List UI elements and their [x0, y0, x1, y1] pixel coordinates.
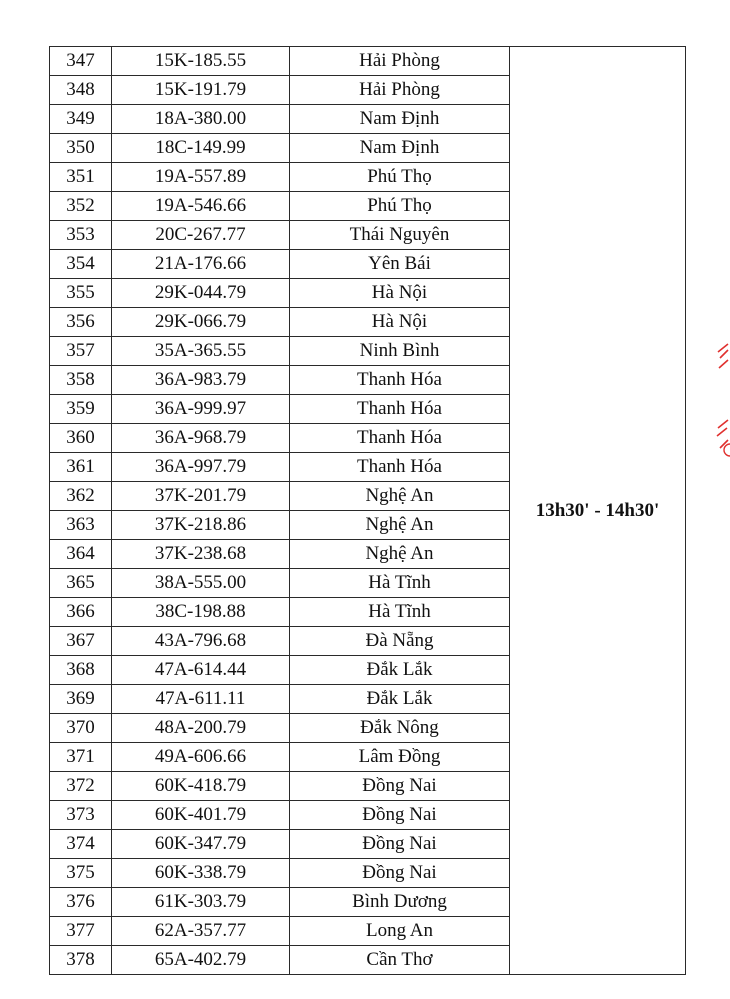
province-cell: Đồng Nai	[290, 859, 510, 888]
plate-number-cell: 20C-267.77	[112, 221, 290, 250]
plate-auction-table	[49, 46, 686, 975]
row-number-cell: 376	[50, 888, 112, 917]
province-cell: Lâm Đồng	[290, 743, 510, 772]
plate-number-cell: 29K-066.79	[112, 308, 290, 337]
province-cell: Hải Phòng	[290, 47, 510, 76]
province-cell: Đắk Lắk	[290, 656, 510, 685]
row-number-cell: 351	[50, 163, 112, 192]
plate-number-cell: 62A-357.77	[112, 917, 290, 946]
row-number-cell: 349	[50, 105, 112, 134]
province-cell: Nam Định	[290, 134, 510, 163]
plate-number-cell: 43A-796.68	[112, 627, 290, 656]
row-number-cell: 365	[50, 569, 112, 598]
row-number-cell: 355	[50, 279, 112, 308]
province-cell: Hà Nội	[290, 279, 510, 308]
plate-number-cell: 37K-238.68	[112, 540, 290, 569]
plate-number-cell: 60K-418.79	[112, 772, 290, 801]
row-number-cell: 359	[50, 395, 112, 424]
row-number-cell: 369	[50, 685, 112, 714]
row-number-cell: 367	[50, 627, 112, 656]
plate-number-cell: 65A-402.79	[112, 946, 290, 975]
plate-number-cell: 19A-546.66	[112, 192, 290, 221]
row-number-cell: 363	[50, 511, 112, 540]
row-number-cell: 360	[50, 424, 112, 453]
plate-number-cell: 15K-185.55	[112, 47, 290, 76]
row-number-cell: 373	[50, 801, 112, 830]
plate-number-cell: 36A-983.79	[112, 366, 290, 395]
plate-number-cell: 21A-176.66	[112, 250, 290, 279]
province-cell: Yên Bái	[290, 250, 510, 279]
province-cell: Hà Tĩnh	[290, 598, 510, 627]
table-row	[50, 47, 686, 76]
plate-number-cell: 60K-401.79	[112, 801, 290, 830]
row-number-cell: 348	[50, 76, 112, 105]
province-cell: Ninh Bình	[290, 337, 510, 366]
province-cell: Nam Định	[290, 105, 510, 134]
plate-number-cell: 37K-201.79	[112, 482, 290, 511]
row-number-cell: 371	[50, 743, 112, 772]
province-cell: Đồng Nai	[290, 830, 510, 859]
row-number-cell: 361	[50, 453, 112, 482]
province-cell: Hà Nội	[290, 308, 510, 337]
province-cell: Thanh Hóa	[290, 366, 510, 395]
plate-number-cell: 38A-555.00	[112, 569, 290, 598]
province-cell: Hà Tĩnh	[290, 569, 510, 598]
plate-number-cell: 19A-557.89	[112, 163, 290, 192]
row-number-cell: 364	[50, 540, 112, 569]
plate-number-cell: 60K-338.79	[112, 859, 290, 888]
row-number-cell: 362	[50, 482, 112, 511]
row-number-cell: 356	[50, 308, 112, 337]
row-number-cell: 352	[50, 192, 112, 221]
row-number-cell: 368	[50, 656, 112, 685]
province-cell: Bình Dương	[290, 888, 510, 917]
province-cell: Phú Thọ	[290, 192, 510, 221]
province-cell: Cần Thơ	[290, 946, 510, 975]
province-cell: Thanh Hóa	[290, 453, 510, 482]
province-cell: Đắk Nông	[290, 714, 510, 743]
province-cell: Đắk Lắk	[290, 685, 510, 714]
plate-number-cell: 15K-191.79	[112, 76, 290, 105]
row-number-cell: 372	[50, 772, 112, 801]
plate-number-cell: 36A-968.79	[112, 424, 290, 453]
plate-number-cell: 18C-149.99	[112, 134, 290, 163]
time-slot-cell: 13h30' - 14h30'	[510, 47, 686, 975]
plate-number-cell: 29K-044.79	[112, 279, 290, 308]
row-number-cell: 375	[50, 859, 112, 888]
plate-number-cell: 48A-200.79	[112, 714, 290, 743]
province-cell: Thanh Hóa	[290, 395, 510, 424]
row-number-cell: 350	[50, 134, 112, 163]
province-cell: Hải Phòng	[290, 76, 510, 105]
row-number-cell: 374	[50, 830, 112, 859]
table-body	[50, 47, 686, 975]
row-number-cell: 347	[50, 47, 112, 76]
plate-number-cell: 61K-303.79	[112, 888, 290, 917]
stamp-marks	[714, 330, 730, 460]
plate-number-cell: 47A-614.44	[112, 656, 290, 685]
plate-number-cell: 37K-218.86	[112, 511, 290, 540]
plate-number-cell: 35A-365.55	[112, 337, 290, 366]
row-number-cell: 378	[50, 946, 112, 975]
row-number-cell: 377	[50, 917, 112, 946]
province-cell: Thanh Hóa	[290, 424, 510, 453]
plate-number-cell: 60K-347.79	[112, 830, 290, 859]
province-cell: Long An	[290, 917, 510, 946]
plate-number-cell: 36A-999.97	[112, 395, 290, 424]
row-number-cell: 370	[50, 714, 112, 743]
red-stamp-fragment	[714, 330, 730, 460]
plate-number-cell: 36A-997.79	[112, 453, 290, 482]
province-cell: Đồng Nai	[290, 801, 510, 830]
row-number-cell: 358	[50, 366, 112, 395]
row-number-cell: 366	[50, 598, 112, 627]
plate-number-cell: 49A-606.66	[112, 743, 290, 772]
province-cell: Nghệ An	[290, 511, 510, 540]
plate-number-cell: 38C-198.88	[112, 598, 290, 627]
province-cell: Nghệ An	[290, 482, 510, 511]
province-cell: Đồng Nai	[290, 772, 510, 801]
province-cell: Thái Nguyên	[290, 221, 510, 250]
province-cell: Nghệ An	[290, 540, 510, 569]
plate-number-cell: 18A-380.00	[112, 105, 290, 134]
row-number-cell: 354	[50, 250, 112, 279]
row-number-cell: 353	[50, 221, 112, 250]
province-cell: Đà Nẵng	[290, 627, 510, 656]
row-number-cell: 357	[50, 337, 112, 366]
plate-number-cell: 47A-611.11	[112, 685, 290, 714]
province-cell: Phú Thọ	[290, 163, 510, 192]
